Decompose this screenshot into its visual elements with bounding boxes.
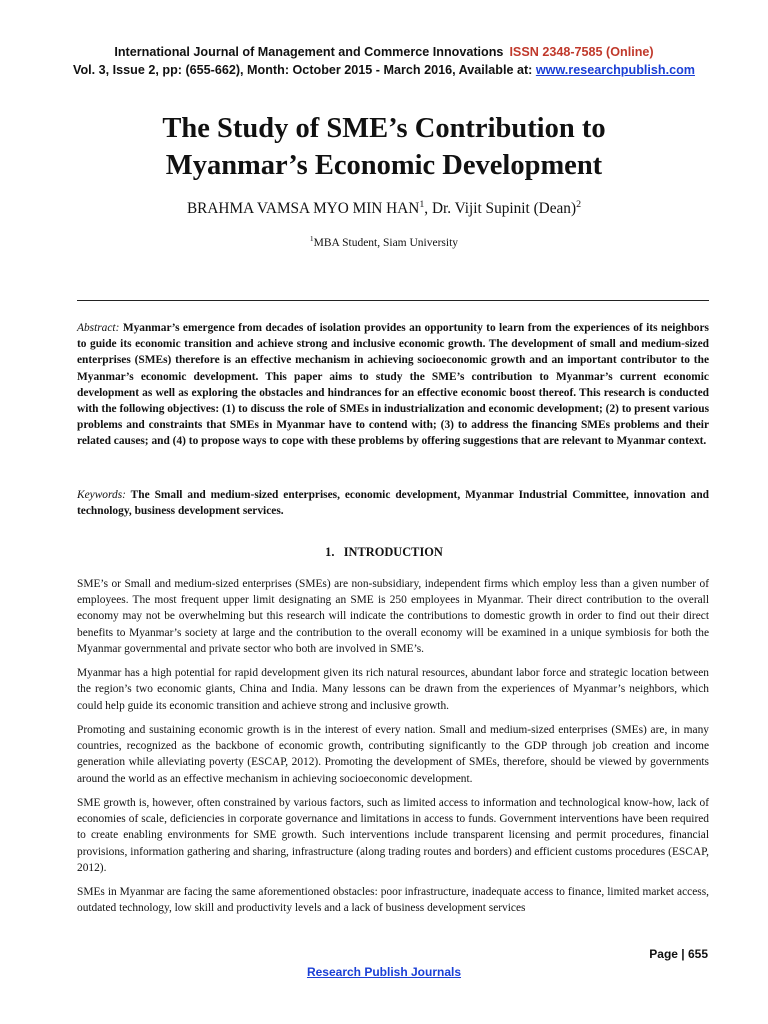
section-heading-introduction: 1. INTRODUCTION xyxy=(325,545,443,559)
journal-url-link[interactable]: www.researchpublish.com xyxy=(535,63,695,77)
journal-name-line xyxy=(0,43,768,61)
abstract-label: Abstract: xyxy=(77,322,120,334)
title-line-1: The Study of SME’s Contribution to xyxy=(162,113,606,144)
affiliation-text: MBA Student, Siam University xyxy=(313,237,459,249)
keywords-label: Keywords: xyxy=(77,489,126,501)
affiliation xyxy=(0,234,768,249)
affiliation-mark: 1 xyxy=(309,234,314,244)
footer xyxy=(0,965,768,979)
body-text xyxy=(77,576,709,925)
abstract xyxy=(77,320,709,450)
abstract-text: Myanmar’s emergence from decades of isolation provides an opportunity to learn from the experiences of its neighbors to guide its economic transition and achieve strong and inclusive economic growth. The development of small and medium-sized enterprises (SMEs) therefore is an effective mechanism in achieving socioeconomic growth and an important contributor to the Myanmar’s economic development. This paper aims to study the SME’s contribution to Myanmar’s current economic development as well as exploring the obstacles and hindrances for an effective economic boost thereof. This research is conducted with the following objectives: (1) to discuss the role of SMEs in industrialization and economic development; (2) to present various problems and constraints that SMEs in Myanmar have to contend with; (3) to address the financing SMEs problems and their related causes; and (4) to propose ways to cope with these problems by offering suggestions that are relevant to Myanmar context. xyxy=(77,322,709,448)
author-2: Dr. Vijit Supinit (Dean) xyxy=(431,200,577,217)
author-separator: , xyxy=(424,200,432,217)
paragraph: Myanmar has a high potential for rapid development given its rich natural resources, abundant labor force and strategic location between the region’s two economic giants, China and India. Many lessons can be drawn from the experiences of Myanmar’s neighbors, which could help guide its economic transition and achieve strong and inclusive growth. xyxy=(77,667,709,712)
title-line-2: Myanmar’s Economic Development xyxy=(165,150,603,181)
paper-title xyxy=(0,110,768,184)
paragraph: SMEs in Myanmar are facing the same aforementioned obstacles: poor infrastructure, inadequate access to finance, limited market access, outdated technology, low skill and productivity levels and a lack of business development services xyxy=(77,886,709,915)
journal-volume-line xyxy=(0,61,768,79)
journal-volume: Vol. 3, Issue 2, pp: (655-662), Month: October 2015 - March 2016, Available at: xyxy=(73,63,533,77)
journal-issn: ISSN 2348-7585 (Online) xyxy=(509,45,654,59)
page-number: Page | 655 xyxy=(649,947,708,961)
paragraph: SME growth is, however, often constrained by various factors, such as limited access to information and technological know-how, lack of economies of scale, deficiencies in corporate governance and limitations in access to funds. Government interventions have been required to create enabling environments for SME growth. Such interventions include transparent licensing and permit procedures, financial provisions, information gathering and sharing, infrastructure (along trading routes and borders) and efficient customs procedures (ESCAP, 2012). xyxy=(77,797,709,874)
author-1: BRAHMA VAMSA MYO MIN HAN xyxy=(186,200,420,217)
keywords-text: The Small and medium-sized enterprises, economic development, Myanmar Industrial Committee, innovation and technology, business development services. xyxy=(77,489,709,518)
keywords xyxy=(77,487,709,519)
header-divider xyxy=(77,300,709,301)
footer-publisher-link[interactable]: Research Publish Journals xyxy=(306,965,462,979)
author-2-affil-mark: 2 xyxy=(576,198,582,210)
author-1-affil-mark: 1 xyxy=(419,198,425,210)
author-list xyxy=(0,200,768,218)
journal-header xyxy=(0,43,768,79)
paragraph: SME’s or Small and medium-sized enterprises (SMEs) are non-subsidiary, independent firms which employ less than a given number of employees. The most frequent upper limit designating an SME is 250 employees in Myanmar. Their direct contribution to the overall economy may not be overwhelming but this research will indicate the contributions to domestic growth in order to find out their direct benefits to Myanmar’s society at large and the contribution to the overall economy will be examined in a unique symbiosis for both the Myanmar governmental and private sector who both are involved in SME’s. xyxy=(77,578,709,655)
journal-name: International Journal of Management and Commerce Innovations xyxy=(114,45,504,59)
paragraph: Promoting and sustaining economic growth is in the interest of every nation. Small and medium-sized enterprises (SMEs) are, in many countries, recognized as the backbone of economic growth, contributing significantly to the GDP through job creation and income generation while alleviating poverty (ESCAP, 2012). Promoting the development of SMEs, therefore, should be viewed by governments around the world as an effective mechanism in achieving socioeconomic development. xyxy=(77,724,709,785)
